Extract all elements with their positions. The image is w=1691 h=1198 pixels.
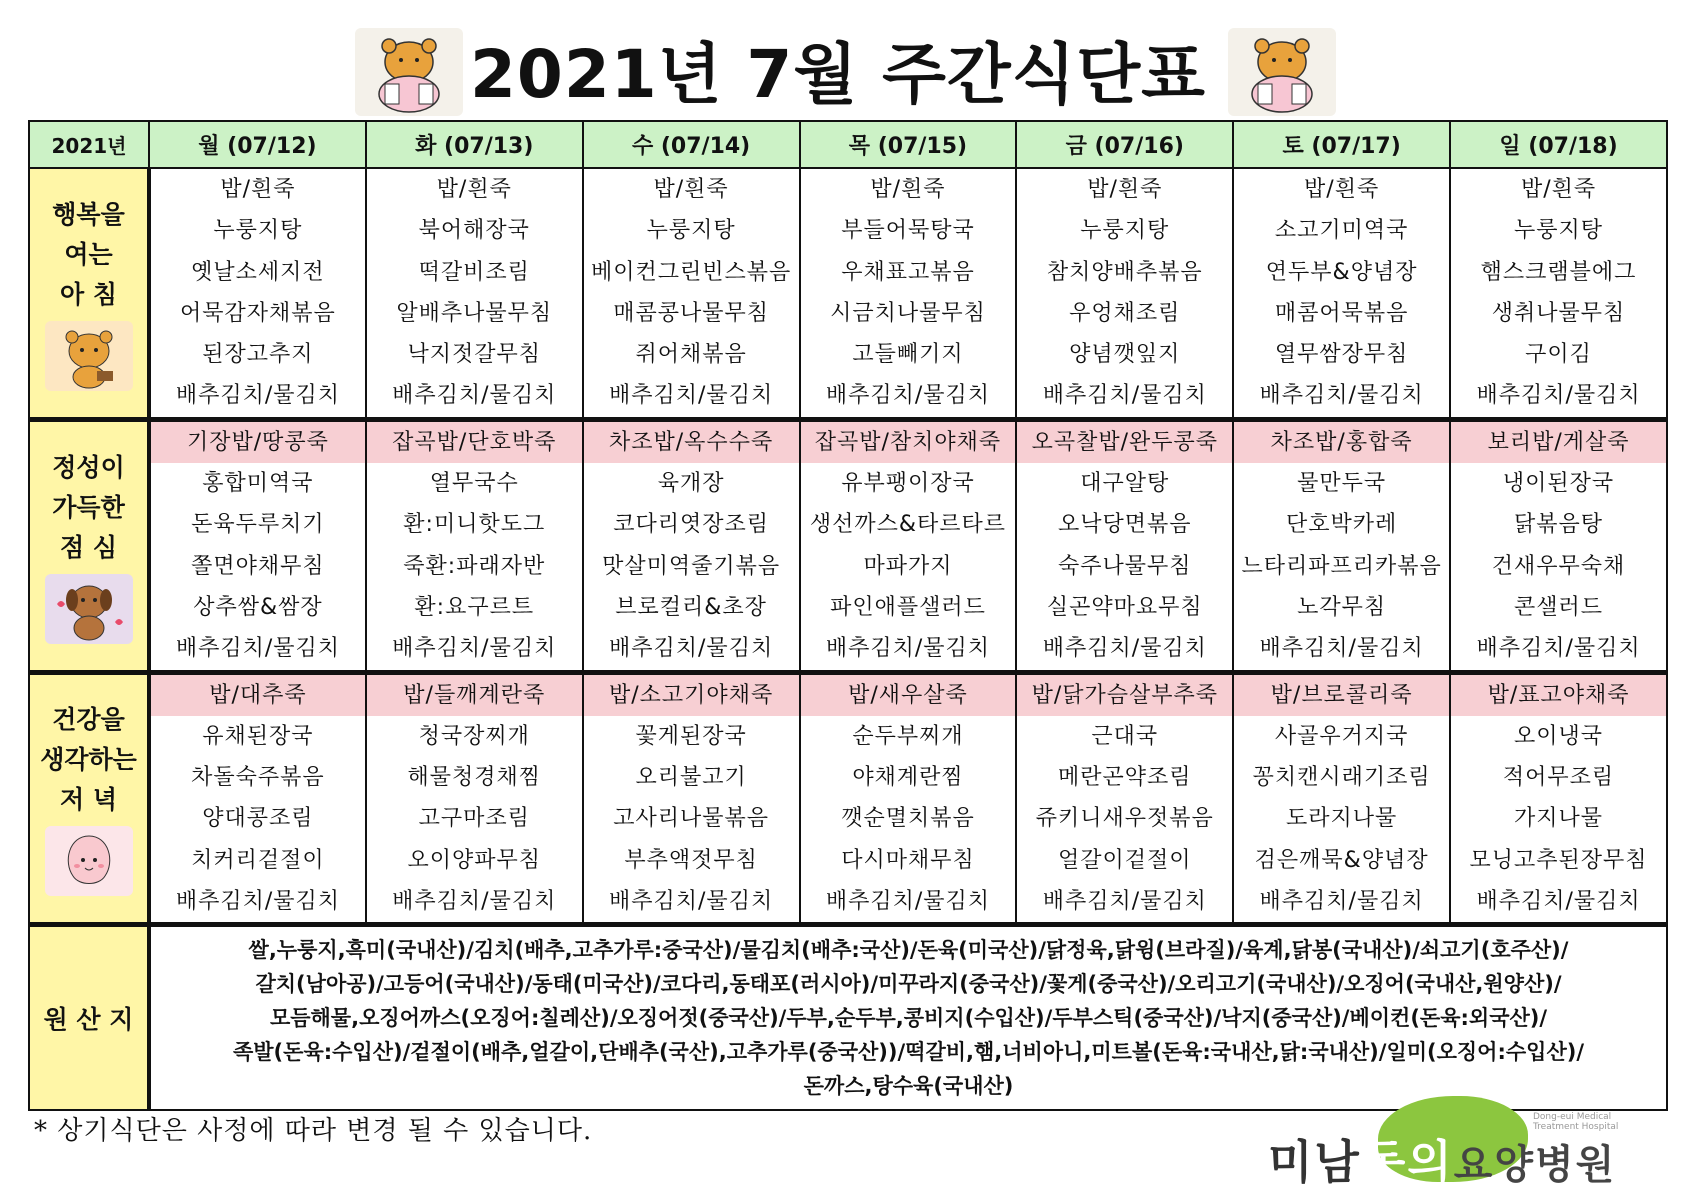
dish: 꽃게된장국 (635, 723, 747, 749)
dish-highlight: 잡곡밥/단호박죽 (367, 422, 582, 463)
dish: 느타리파프리카볶음 (1241, 553, 1442, 579)
dish: 누룽지탕 (646, 218, 736, 244)
dish: 양념깻잎지 (1069, 342, 1181, 368)
dinner-day (1233, 672, 1450, 925)
dinner-day (366, 672, 583, 925)
breakfast-label-line: 아 침 (59, 279, 117, 309)
dish: 홍합미역국 (202, 471, 314, 497)
breakfast-label (29, 168, 149, 419)
dish: 숙주나물무침 (1058, 553, 1192, 579)
origin-line: 돈까스,탕수육(국내산) (803, 1074, 1014, 1099)
dish: 배추김치/물김치 (609, 889, 774, 915)
dish: 물만두국 (1297, 471, 1387, 497)
dish: 누룽지탕 (213, 218, 303, 244)
dish: 우엉채조림 (1069, 300, 1181, 326)
dish: 검은깨묵&양념장 (1254, 847, 1429, 873)
year-header: 2021년 (29, 121, 149, 168)
dish: 어묵감자채볶음 (180, 300, 336, 326)
day-header-tue: 화 (07/13) (366, 121, 583, 168)
dish: 밥/흰죽 (1304, 177, 1380, 202)
lunch-day (800, 419, 1017, 672)
dish: 배추김치/물김치 (392, 889, 557, 915)
dish: 배추김치/물김치 (1259, 889, 1424, 915)
dish: 메란곤약조림 (1058, 765, 1192, 791)
dish: 소고기미역국 (1274, 218, 1409, 244)
dish: 유채된장국 (202, 723, 314, 749)
dish-highlight: 기장밥/땅콩죽 (151, 422, 365, 463)
breakfast-day (149, 168, 366, 419)
dish: 배추김치/물김치 (609, 383, 774, 409)
lunch-row (29, 419, 1667, 672)
dish: 돈육두루치기 (191, 512, 325, 538)
dish-highlight: 보리밥/게살죽 (1451, 422, 1666, 463)
dish: 옛날소세지전 (191, 259, 325, 285)
dish: 해물청경채찜 (407, 765, 542, 791)
dish: 꽁치캔시래기조림 (1252, 765, 1431, 791)
dish: 순두부찌개 (852, 723, 964, 749)
dish: 실곤약마요무침 (1046, 594, 1203, 620)
origin-text (149, 925, 1667, 1111)
origin-line: 쌀,누룽지,흑미(국내산)/김치(배추,고추가루:중국산)/물김치(배추:국산)/돈육(미국산)/닭정육,닭윙(브라질)/육계,닭봉(국내산)/쇠고기(호주산)/ (248, 938, 1569, 963)
dish-highlight: 잡곡밥/참치야채죽 (801, 422, 1016, 463)
dish: 오낙당면볶음 (1058, 512, 1192, 538)
dish: 부들어묵탕국 (841, 218, 975, 244)
origin-line: 갈치(남아공)/고등어(국내산)/동태(미국산)/코다리,동태포(러시아)/미꾸라지(중국산)/꽃게(중국산)/오리고기(국내산)/오징어(국내산,원양산)/ (255, 972, 1562, 997)
lunch-label-line: 가득한 (52, 492, 125, 522)
dish: 오이양파무침 (407, 847, 542, 873)
dinner-row (29, 672, 1667, 925)
dish-highlight: 밥/대추죽 (151, 675, 365, 716)
dish: 열무국수 (429, 471, 519, 497)
dinner-label-line: 저 녁 (59, 785, 117, 815)
dish: 배추김치/물김치 (825, 636, 991, 662)
logo-part1: 미남 (1268, 1135, 1361, 1189)
dish: 배추김치/물김치 (1042, 889, 1207, 915)
dish: 마파가지 (863, 553, 953, 579)
dish: 배추김치/물김치 (392, 636, 557, 662)
dish: 매콤콩나물무침 (613, 300, 769, 326)
dish: 유부팽이장국 (841, 471, 975, 497)
dish: 배추김치/물김치 (825, 383, 991, 409)
dish: 밥/흰죽 (870, 177, 946, 202)
dish: 배추김치/물김치 (392, 383, 557, 409)
dish: 참치양배추볶음 (1046, 259, 1203, 285)
dish: 파인애플샐러드 (830, 594, 986, 620)
dish: 사골우거지국 (1274, 723, 1409, 749)
dish-highlight: 차조밥/홍합죽 (1234, 422, 1449, 463)
dinner-day (1450, 672, 1667, 925)
breakfast-label-line: 여는 (64, 239, 113, 269)
dish: 야채계란찜 (852, 765, 964, 791)
dinner-label (29, 672, 149, 925)
dish: 햄스크램블에그 (1480, 259, 1637, 285)
dish: 코다리엿장조림 (613, 512, 769, 538)
dish: 밥/흰죽 (1520, 177, 1597, 202)
dish: 맛살미역줄기볶음 (602, 553, 781, 579)
dish: 알배추나물무침 (396, 300, 553, 326)
dish: 된장고추지 (202, 342, 314, 368)
dish: 구이김 (1525, 342, 1592, 368)
logo-english-line: Treatment Hospital (1533, 1122, 1619, 1132)
logo-part3: 요양병원 (1453, 1142, 1617, 1188)
dish: 부추액젓무침 (624, 847, 758, 873)
dish: 차돌숙주볶음 (191, 765, 325, 791)
dish: 치커리겉절이 (191, 847, 325, 873)
breakfast-label-line: 행복을 (52, 199, 125, 229)
dish: 환:미니핫도그 (403, 512, 546, 538)
dish-highlight: 밥/브로콜리죽 (1234, 675, 1449, 716)
title-area (0, 0, 1691, 120)
dish: 건새우무숙채 (1491, 553, 1626, 579)
dish: 적어무조림 (1502, 765, 1615, 791)
dish: 우채표고볶음 (841, 259, 975, 285)
dish: 죽환:파래자반 (403, 553, 546, 579)
logo-text (1268, 1126, 1616, 1192)
dish: 노각무침 (1297, 594, 1387, 620)
dish: 누룽지탕 (1080, 218, 1170, 244)
dish: 배추김치/물김치 (609, 636, 774, 662)
dish: 상추쌈&쌈장 (193, 594, 323, 620)
breakfast-row (29, 168, 1667, 419)
dish: 배추김치/물김치 (1476, 636, 1641, 662)
dish: 밥/흰죽 (653, 177, 729, 202)
dish: 배추김치/물김치 (1042, 636, 1207, 662)
dish: 오이냉국 (1514, 723, 1604, 749)
dish: 연두부&양념장 (1265, 259, 1418, 285)
dish: 배추김치/물김치 (175, 636, 341, 662)
dish: 냉이된장국 (1502, 471, 1615, 497)
dinner-label-line: 생각하는 (40, 745, 137, 775)
dish: 청국장찌개 (418, 723, 530, 749)
breakfast-day (366, 168, 583, 419)
dish-highlight: 밥/새우살죽 (801, 675, 1016, 716)
dish: 베이컨그린빈스볶음 (590, 259, 792, 285)
breakfast-day (1016, 168, 1233, 419)
lunch-label-line: 정성이 (52, 452, 125, 482)
dish: 배추김치/물김치 (1042, 383, 1207, 409)
hospital-logo (1268, 1096, 1678, 1194)
day-header-fri: 금 (07/16) (1016, 121, 1233, 168)
dish-highlight: 밥/닭가슴살부추죽 (1017, 675, 1232, 716)
dish: 고들빼기지 (852, 342, 964, 368)
day-header-wed: 수 (07/14) (583, 121, 800, 168)
dish: 배추김치/물김치 (825, 889, 991, 915)
dish: 단호박카레 (1286, 512, 1398, 538)
breakfast-day (800, 168, 1017, 419)
lunch-day (1016, 419, 1233, 672)
lunch-label (29, 419, 149, 672)
dish: 쫄면야채무침 (191, 553, 325, 579)
dish: 도라지나물 (1286, 806, 1398, 832)
dinner-day (800, 672, 1017, 925)
dish: 배추김치/물김치 (175, 383, 341, 409)
origin-line: 족발(돈육:수입산)/겉절이(배추,얼갈이,단배추(국산),고추가루(중국산))/떡갈비,햄,너비아니,미트볼(돈육:국내산,닭:국내산)/일미(오징어:수입산)/ (232, 1040, 1584, 1065)
origin-line: 모듬해물,오징어까스(오징어:칠레산)/오징어젓(중국산)/두부,순두부,콩비지(수입산)/두부스틱(중국산)/낙지(중국산)/베이컨(돈육:외국산)/ (269, 1006, 1548, 1031)
dish: 모닝고추된장무침 (1469, 847, 1648, 873)
dish: 배추김치/물김치 (1259, 636, 1424, 662)
weekly-menu-table (28, 120, 1668, 1111)
dish: 밥/흰죽 (436, 177, 512, 202)
breakfast-day (1450, 168, 1667, 419)
dish: 시금치나물무침 (830, 300, 986, 326)
dish: 대구알탕 (1080, 471, 1170, 497)
dish: 다시마채무침 (841, 847, 975, 873)
lunch-day (583, 419, 800, 672)
dish: 배추김치/물김치 (1476, 383, 1641, 409)
lunch-label-line: 점 심 (59, 532, 117, 562)
apeach-icon (45, 826, 133, 896)
dish-highlight: 차조밥/옥수수죽 (584, 422, 799, 463)
dish: 양대콩조림 (202, 806, 314, 832)
dish: 고사리나물볶음 (613, 806, 769, 832)
breakfast-day (583, 168, 800, 419)
lunch-day (1233, 419, 1450, 672)
dinner-day (149, 672, 366, 925)
dish: 밥/흰죽 (1087, 177, 1163, 202)
breakfast-day (1233, 168, 1450, 419)
footnote: * 상기식단은 사정에 따라 변경 될 수 있습니다. (34, 1116, 593, 1146)
dish-highlight: 밥/표고야채죽 (1451, 675, 1666, 716)
frodo-dog-icon (45, 574, 133, 644)
ryan-waving-icon (45, 321, 133, 391)
dish: 밥/흰죽 (220, 177, 296, 202)
dish: 오리불고기 (635, 765, 747, 791)
dish: 환:요구르트 (414, 594, 535, 620)
lunch-day (1450, 419, 1667, 672)
dish: 열무쌈장무침 (1274, 342, 1409, 368)
logo-part2: 동의 (1360, 1135, 1454, 1189)
dinner-day (1016, 672, 1233, 925)
ryan-character-icon (1228, 28, 1336, 116)
day-header-sun: 일 (07/18) (1450, 121, 1667, 168)
dish-highlight: 밥/소고기야채죽 (584, 675, 799, 716)
origin-label: 원 산 지 (29, 925, 149, 1111)
dish: 닭볶음탕 (1514, 512, 1604, 538)
dish-highlight: 밥/들깨계란죽 (367, 675, 582, 716)
dinner-label-line: 건강을 (52, 705, 125, 735)
dish-highlight: 오곡찰밥/완두콩죽 (1017, 422, 1232, 463)
dish: 고구마조림 (418, 806, 530, 832)
dish: 콘샐러드 (1514, 594, 1604, 620)
dish: 배추김치/물김치 (1259, 383, 1424, 409)
dish: 깻순멸치볶음 (841, 806, 975, 832)
day-header-mon: 월 (07/12) (149, 121, 366, 168)
dish: 북어해장국 (418, 218, 530, 244)
dinner-day (583, 672, 800, 925)
dish: 배추김치/물김치 (175, 889, 341, 915)
dish: 가지나물 (1514, 806, 1604, 832)
dish: 쥬키니새우젓볶음 (1035, 806, 1214, 832)
dish: 얼갈이겉절이 (1058, 847, 1192, 873)
dish: 생선까스&타르타르 (809, 512, 1007, 538)
dish: 근대국 (1091, 723, 1159, 749)
dish: 쥐어채볶음 (635, 342, 747, 368)
dish: 생취나물무침 (1491, 300, 1626, 326)
dish: 누룽지탕 (1514, 218, 1604, 244)
dish: 브로컬리&초장 (615, 594, 767, 620)
page-title: 2021년 7월 주간식단표 (470, 36, 1206, 113)
dish: 매콤어묵볶음 (1274, 300, 1409, 326)
lunch-day (366, 419, 583, 672)
dish: 육개장 (657, 471, 725, 497)
origin-row (29, 925, 1667, 1111)
dish: 낙지젓갈무침 (407, 342, 542, 368)
dish: 떡갈비조림 (418, 259, 530, 285)
logo-english (1533, 1112, 1618, 1132)
lunch-day (149, 419, 366, 672)
dish: 배추김치/물김치 (1476, 889, 1641, 915)
logo-english-line: Dong-eui Medical (1533, 1112, 1612, 1122)
day-header-thu: 목 (07/15) (800, 121, 1017, 168)
header-row (29, 121, 1667, 168)
day-header-sat: 토 (07/17) (1233, 121, 1450, 168)
ryan-character-icon (355, 28, 463, 116)
